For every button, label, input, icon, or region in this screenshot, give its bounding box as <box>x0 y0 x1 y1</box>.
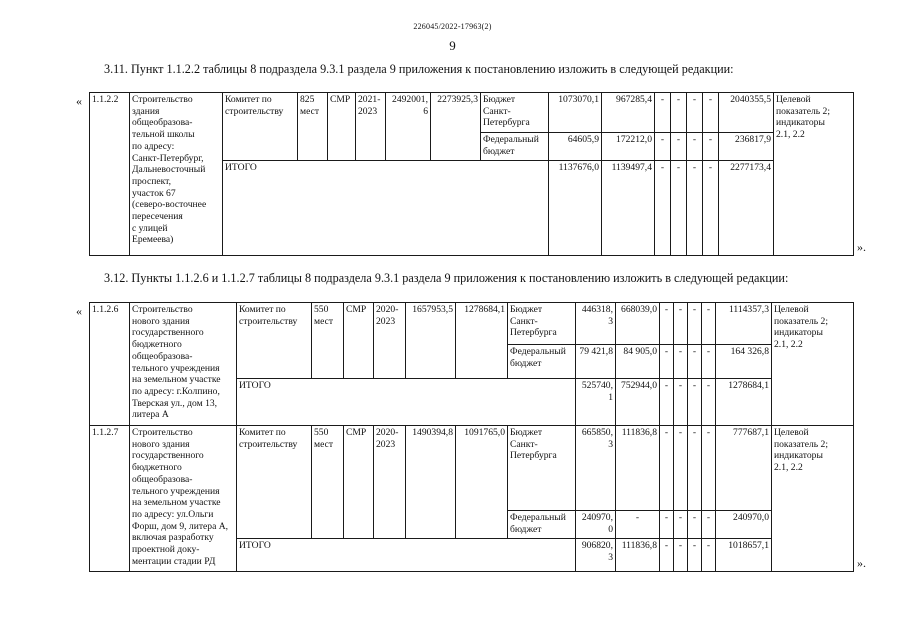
table-1-1-2-2 <box>89 92 854 256</box>
itogo-year-2: 752944,0 <box>616 379 660 426</box>
funding-year-2: 172212,0 <box>602 133 655 161</box>
funding-source <box>508 511 576 539</box>
cell-text-line: проспект, <box>132 175 172 187</box>
cell-text-line: Еремеева) <box>132 234 174 246</box>
cell-text-line: 2021- <box>358 94 381 105</box>
item-name <box>130 303 237 426</box>
funding-total: 236817,9 <box>719 133 774 161</box>
funding-year-1: 1073070,1 <box>549 93 602 133</box>
cell-text-line: с улицей <box>132 222 168 234</box>
cell-text-line: бюджет <box>510 357 542 369</box>
itogo-year-5: - <box>688 539 702 572</box>
itogo-year-4: - <box>674 539 688 572</box>
funding-source <box>481 133 549 161</box>
cell-text-line: Бюджет <box>510 304 543 315</box>
cell-text-line: Целевой <box>774 304 809 315</box>
cell-text-line: общеобразова- <box>132 350 193 362</box>
itogo-total: 1278684,1 <box>716 379 772 426</box>
itogo-year-2: 1139497,4 <box>602 161 655 256</box>
funding-year-6: - <box>703 133 719 161</box>
funding-year-2: 967285,4 <box>602 93 655 133</box>
cell-text-line: Петербурга <box>510 450 557 462</box>
itogo-year-5: - <box>688 379 702 426</box>
funding-year-6: - <box>702 345 716 379</box>
cell-text-line: Федеральный <box>483 134 539 145</box>
itogo-year-4: - <box>671 161 687 256</box>
cell-text-line: Бюджет <box>510 427 543 438</box>
item-target <box>772 303 854 426</box>
item-code: 1.1.2.6 <box>90 303 130 426</box>
cell-text-line: 2020- <box>376 427 399 438</box>
itogo-label: ИТОГО <box>237 539 576 572</box>
item-limit: 2273925,3 <box>431 93 481 161</box>
itogo-label: ИТОГО <box>223 161 549 256</box>
funding-year-2: - <box>616 511 660 539</box>
section-3-12-heading: 3.12. Пункты 1.1.2.6 и 1.1.2.7 таблицы 8 подраздела 9.3.1 раздела 9 приложения к постановлению изложить в следующей редакции: <box>104 271 789 285</box>
cell-text-line: Санкт- <box>510 315 538 327</box>
funding-year-1: 79 421,8 <box>576 345 616 379</box>
itogo-year-6: - <box>703 161 719 256</box>
cell-text-line: Бюджет <box>483 94 516 105</box>
cell-text-line: мест <box>314 315 334 327</box>
item-executor <box>223 93 298 161</box>
cell-text-line: литера А <box>132 409 169 421</box>
cell-text-line: бюджет <box>510 523 542 535</box>
cell-text-line: Строительство <box>132 94 193 105</box>
cell-text-line: показатель 2; <box>774 315 828 327</box>
funding-year-3: - <box>655 93 671 133</box>
cell-text-line: 825 <box>300 94 315 105</box>
cell-text-line: Петербурга <box>510 327 557 339</box>
cell-text-line: пересечения <box>132 211 183 223</box>
item-code: 1.1.2.7 <box>90 426 130 572</box>
funding-year-4: - <box>671 133 687 161</box>
cell-text-line: строительству <box>225 105 284 117</box>
document-number: 226045/2022-17963(2) <box>413 22 492 31</box>
itogo-year-4: - <box>674 379 688 426</box>
funding-year-3: - <box>660 511 674 539</box>
funding-year-3: - <box>660 426 674 511</box>
funding-source <box>508 303 576 345</box>
item-cost: 1490394,8 <box>406 426 456 539</box>
cell-text-line: Тверская ул., дом 13, <box>132 397 218 409</box>
cell-text-line: включая разработку <box>132 532 214 544</box>
cell-text-line: 2023 <box>376 315 396 327</box>
cell-text-line: ментации стадии РД <box>132 555 216 567</box>
cell-text-line: 2.1, 2.2 <box>776 129 805 141</box>
cell-text-line: 2023 <box>376 438 396 450</box>
cell-text-line: государственного <box>132 327 204 339</box>
cell-text-line: здания <box>132 105 160 117</box>
close-quote: ». <box>857 240 866 254</box>
cell-text-line: общеобразова- <box>132 473 193 485</box>
close-quote: ». <box>857 556 866 570</box>
item-executor <box>237 303 312 379</box>
cell-text-line: бюджетного <box>132 462 182 474</box>
cell-text-line: бюджетного <box>132 339 182 351</box>
cell-text-line: Федеральный <box>510 346 566 357</box>
item-name <box>130 426 237 572</box>
cell-text-line: индикаторы <box>774 450 823 462</box>
funding-year-6: - <box>703 93 719 133</box>
itogo-year-3: - <box>655 161 671 256</box>
funding-year-5: - <box>687 93 703 133</box>
cell-text-line: 2.1, 2.2 <box>774 339 803 351</box>
funding-year-5: - <box>687 133 703 161</box>
itogo-year-2: 111836,8 <box>616 539 660 572</box>
funding-year-1: 240970,0 <box>576 511 616 539</box>
funding-year-6: - <box>702 426 716 511</box>
cell-text-line: 2.1, 2.2 <box>774 462 803 474</box>
item-cost: 2492001,6 <box>386 93 431 161</box>
funding-total: 777687,1 <box>716 426 772 511</box>
funding-total: 164 326,8 <box>716 345 772 379</box>
cell-text-line: на земельном участке <box>132 374 221 386</box>
funding-year-1: 665850,3 <box>576 426 616 511</box>
itogo-year-3: - <box>660 539 674 572</box>
cell-text-line: тельной школы <box>132 129 195 141</box>
funding-year-6: - <box>702 511 716 539</box>
funding-total: 2040355,5 <box>719 93 774 133</box>
cell-text-line: общеобразова- <box>132 117 193 129</box>
funding-source <box>508 345 576 379</box>
itogo-total: 1018657,1 <box>716 539 772 572</box>
cell-text-line: по адресу: <box>132 140 175 152</box>
cell-text-line: 2020- <box>376 304 399 315</box>
cell-text-line: нового здания <box>132 438 190 450</box>
cell-text-line: Комитет по <box>239 304 286 315</box>
item-capacity <box>312 303 344 379</box>
section-3-11-heading: 3.11. Пункт 1.1.2.2 таблицы 8 подраздела 9.3.1 раздела 9 приложения к постановлению изложить в следующей редакции: <box>104 62 734 76</box>
itogo-year-1: 1137676,0 <box>549 161 602 256</box>
funding-year-5: - <box>688 303 702 345</box>
cell-text-line: Строительство <box>132 304 193 315</box>
cell-text-line: 550 <box>314 427 329 438</box>
cell-text-line: мест <box>314 438 334 450</box>
cell-text-line: бюджет <box>483 145 515 157</box>
cell-text-line: строительству <box>239 438 298 450</box>
cell-text-line: тельного учреждения <box>132 485 220 497</box>
cell-text-line: 2023 <box>358 105 378 117</box>
cell-text-line: индикаторы <box>774 327 823 339</box>
item-target <box>774 93 854 256</box>
cell-text-line: индикаторы <box>776 117 825 129</box>
page-number: 9 <box>449 38 456 53</box>
funding-year-3: - <box>660 303 674 345</box>
item-period <box>356 93 386 161</box>
cell-text-line: Дальневосточный <box>132 164 206 176</box>
funding-year-5: - <box>688 426 702 511</box>
cell-text-line: Строительство <box>132 427 193 438</box>
funding-year-2: 84 905,0 <box>616 345 660 379</box>
itogo-year-5: - <box>687 161 703 256</box>
funding-year-4: - <box>671 93 687 133</box>
funding-source <box>508 426 576 511</box>
itogo-year-1: 906820,3 <box>576 539 616 572</box>
cell-text-line: Федеральный <box>510 512 566 523</box>
cell-text-line: государственного <box>132 450 204 462</box>
itogo-total: 2277173,4 <box>719 161 774 256</box>
item-limit: 1091765,0 <box>456 426 508 539</box>
item-name <box>130 93 223 256</box>
cell-text-line: 550 <box>314 304 329 315</box>
funding-year-2: 668039,0 <box>616 303 660 345</box>
cell-text-line: мест <box>300 105 320 117</box>
cell-text-line: Санкт- <box>483 105 511 117</box>
cell-text-line: нового здания <box>132 315 190 327</box>
cell-text-line: Комитет по <box>225 94 272 105</box>
funding-total: 1114357,3 <box>716 303 772 345</box>
itogo-label: ИТОГО <box>237 379 576 426</box>
item-period <box>374 303 406 379</box>
cell-text-line: Целевой <box>776 94 811 105</box>
funding-year-3: - <box>655 133 671 161</box>
funding-year-3: - <box>660 345 674 379</box>
funding-year-4: - <box>674 511 688 539</box>
item-work-type: СМР <box>344 303 374 379</box>
cell-text-line: показатель 2; <box>774 438 828 450</box>
funding-year-2: 111836,8 <box>616 426 660 511</box>
item-period <box>374 426 406 539</box>
cell-text-line: строительству <box>239 315 298 327</box>
open-quote: « <box>76 304 82 318</box>
cell-text-line: Санкт- <box>510 438 538 450</box>
funding-year-5: - <box>688 511 702 539</box>
cell-text-line: по адресу: ул.Ольги <box>132 508 214 520</box>
item-work-type: СМР <box>344 426 374 539</box>
item-target <box>772 426 854 572</box>
funding-total: 240970,0 <box>716 511 772 539</box>
cell-text-line: Петербурга <box>483 117 530 129</box>
cell-text-line: участок 67 <box>132 187 176 199</box>
funding-year-1: 446318,3 <box>576 303 616 345</box>
item-executor <box>237 426 312 539</box>
cell-text-line: Форш, дом 9, литера А, <box>132 520 229 532</box>
itogo-year-6: - <box>702 379 716 426</box>
item-cost: 1657953,5 <box>406 303 456 379</box>
cell-text-line: тельного учреждения <box>132 362 220 374</box>
item-work-type: СМР <box>328 93 356 161</box>
cell-text-line: показатель 2; <box>776 105 830 117</box>
open-quote: « <box>76 94 82 108</box>
funding-source <box>481 93 549 133</box>
itogo-year-6: - <box>702 539 716 572</box>
item-limit: 1278684,1 <box>456 303 508 379</box>
cell-text-line: Целевой <box>774 427 809 438</box>
funding-year-1: 64605,9 <box>549 133 602 161</box>
cell-text-line: проектной доку- <box>132 544 200 556</box>
table-1-1-2-6-and-1-1-2-7 <box>89 302 854 572</box>
cell-text-line: (северо-восточнее <box>132 199 207 211</box>
cell-text-line: Комитет по <box>239 427 286 438</box>
item-code: 1.1.2.2 <box>90 93 130 256</box>
itogo-year-1: 525740,1 <box>576 379 616 426</box>
item-capacity <box>312 426 344 539</box>
item-capacity <box>298 93 328 161</box>
cell-text-line: по адресу: г.Колпино, <box>132 385 220 397</box>
funding-year-4: - <box>674 426 688 511</box>
cell-text-line: на земельном участке <box>132 497 221 509</box>
itogo-year-3: - <box>660 379 674 426</box>
funding-year-6: - <box>702 303 716 345</box>
funding-year-4: - <box>674 303 688 345</box>
cell-text-line: Санкт-Петербург, <box>132 152 204 164</box>
funding-year-4: - <box>674 345 688 379</box>
funding-year-5: - <box>688 345 702 379</box>
